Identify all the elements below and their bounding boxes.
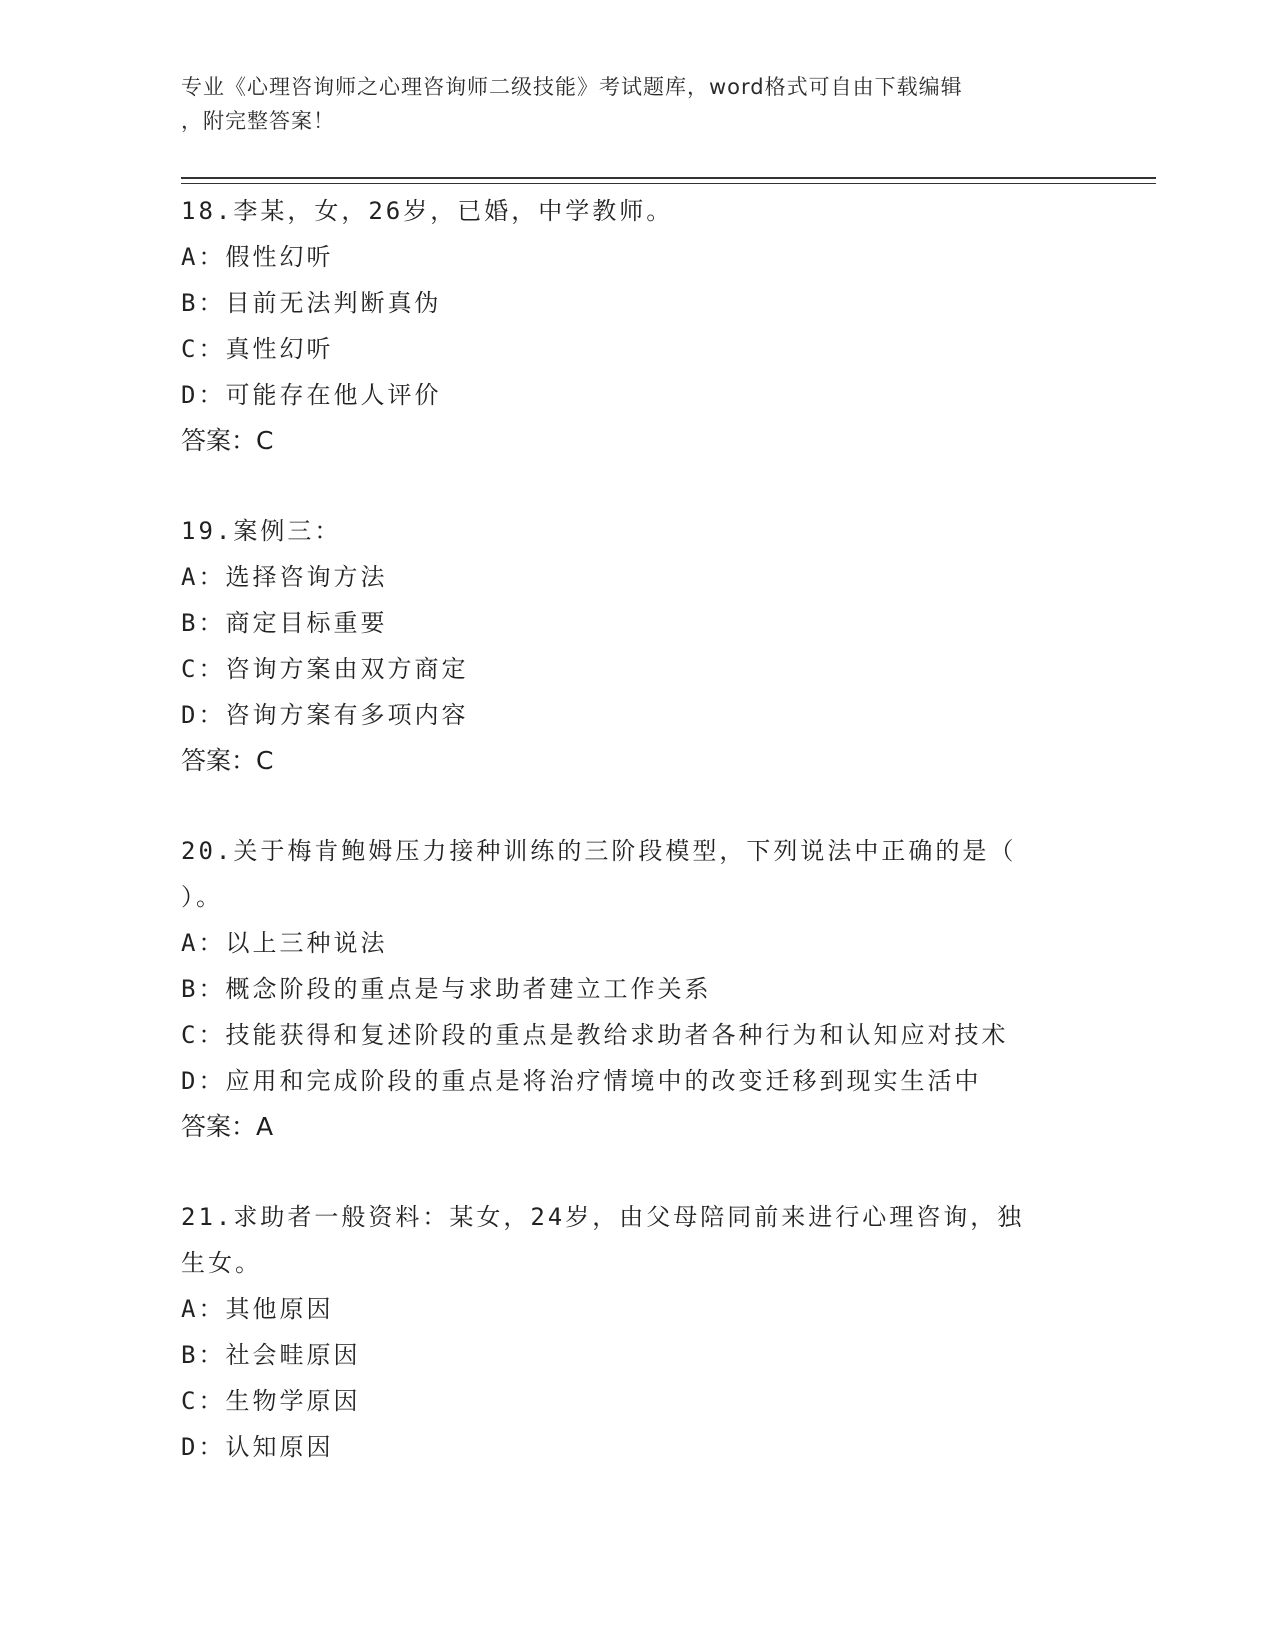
option-a: A：其他原因 bbox=[181, 1295, 334, 1323]
question-stem-continued: 生女。 bbox=[181, 1249, 262, 1277]
option-c: C：生物学原因 bbox=[181, 1387, 361, 1415]
question-stem: 20.关于梅肯鲍姆压力接种训练的三阶段模型，下列说法中正确的是（ bbox=[181, 837, 1017, 865]
question-stem: 18.李某，女，26岁，已婚，中学教师。 bbox=[181, 197, 674, 225]
option-c: C：技能获得和复述阶段的重点是教给求助者各种行为和认知应对技术 bbox=[181, 1021, 1009, 1049]
option-c: C：真性幻听 bbox=[181, 335, 334, 363]
question-18 bbox=[181, 188, 1081, 464]
answer-line: 答案：C bbox=[181, 746, 274, 775]
header-line-2: ，附完整答案！ bbox=[181, 109, 335, 133]
option-b: B：概念阶段的重点是与求助者建立工作关系 bbox=[181, 975, 712, 1003]
option-d: D：可能存在他人评价 bbox=[181, 381, 442, 409]
option-a: A：选择咨询方法 bbox=[181, 563, 388, 591]
question-stem: 21.求助者一般资料：某女，24岁，由父母陪同前来进行心理咨询，独 bbox=[181, 1203, 1025, 1231]
question-stem: 19.案例三： bbox=[181, 517, 342, 545]
header-divider-thin bbox=[181, 183, 1156, 184]
option-c: C：咨询方案由双方商定 bbox=[181, 655, 469, 683]
question-21 bbox=[181, 1194, 1081, 1470]
option-d: D：咨询方案有多项内容 bbox=[181, 701, 469, 729]
answer-line: 答案：A bbox=[181, 1112, 274, 1141]
question-20 bbox=[181, 828, 1081, 1150]
option-b: B：社会畦原因 bbox=[181, 1341, 361, 1369]
header-line-1: 专业《心理咨询师之心理咨询师二级技能》考试题库，word格式可自由下载编辑 bbox=[181, 75, 963, 99]
question-19 bbox=[181, 508, 1081, 784]
question-stem-continued: ）。 bbox=[181, 883, 223, 911]
question-list bbox=[181, 188, 1081, 1470]
header-divider-thick bbox=[181, 177, 1156, 179]
document-header bbox=[181, 70, 1061, 138]
answer-line: 答案：C bbox=[181, 426, 274, 455]
option-d: D：认知原因 bbox=[181, 1433, 334, 1461]
option-d: D：应用和完成阶段的重点是将治疗情境中的改变迁移到现实生活中 bbox=[181, 1067, 982, 1095]
option-b: B：目前无法判断真伪 bbox=[181, 289, 442, 317]
option-b: B：商定目标重要 bbox=[181, 609, 388, 637]
option-a: A：假性幻听 bbox=[181, 243, 334, 271]
option-a: A：以上三种说法 bbox=[181, 929, 388, 957]
